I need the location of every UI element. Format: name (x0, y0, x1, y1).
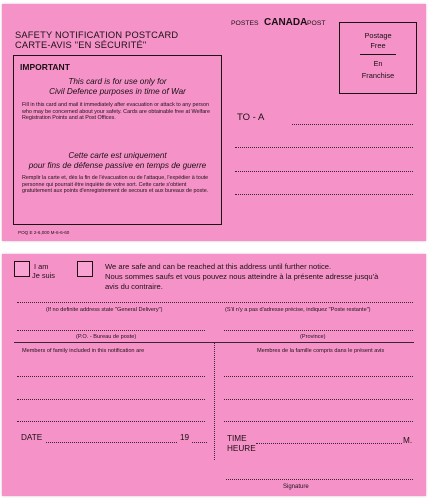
member-line-6[interactable] (224, 421, 413, 422)
meridiem-label: M. (403, 436, 413, 445)
je-suis-checkbox[interactable] (77, 261, 93, 277)
signature-label: Signature (283, 484, 309, 490)
postes-label: POSTES (231, 20, 259, 27)
post-office-line[interactable] (17, 330, 205, 331)
notice-fr-line1: Cette carte est uniquement (68, 151, 167, 160)
time-field[interactable] (256, 443, 402, 444)
year-label: 19 (180, 433, 190, 442)
province-line[interactable] (224, 330, 413, 331)
notice-en-line2: Civil Defence purposes in time of War (49, 87, 186, 96)
card-title-en: SAFETY NOTIFICATION POSTCARD (15, 30, 179, 40)
notice-en-body: Fill in this card and mail it immediately after evacuation or attack to any person who may be concerned about your safety. Cards are obtainable free at Welfare Registration Points and at Post Offices. (22, 102, 210, 122)
notice-fr-line2: pour fins de défense passive en temps de guerre (28, 161, 207, 170)
signature-line[interactable] (226, 479, 413, 480)
notice-fr-body: Remplir la carte et, dès la fin de l'évacuation ou de l'attaque, l'expédier à toute personne qui pourrait être inquiète de votre sort. Cette carte s'obtient gratuitement aux points d'enregistrement de secours et aux bureaux de poste. (22, 175, 209, 195)
members-fr-label: Membres de la famille compris dans le présent avis (257, 348, 385, 354)
member-line-1[interactable] (17, 376, 205, 377)
important-heading: IMPORTANT (20, 62, 70, 72)
stamp-free: Free (370, 41, 386, 50)
address-line-1[interactable] (292, 124, 413, 125)
stamp-postage: Postage (364, 31, 392, 40)
post-office-label: (P.O. - Bureau de poste) (76, 334, 137, 340)
date-field[interactable] (46, 442, 177, 443)
card-title-fr: CARTE-AVIS "EN SÉCURITÉ" (15, 40, 147, 50)
safe-statement-fr-cont: avis du contraire. (105, 282, 163, 291)
general-delivery-note: (If no definite address state "General Delivery") (46, 307, 163, 313)
postage-stamp-box (339, 22, 417, 94)
heure-label: HEURE (227, 444, 256, 453)
i-am-label: I am (34, 262, 49, 271)
post-label: POST (307, 20, 326, 27)
je-suis-label: Je suis (32, 271, 56, 280)
canada-label: CANADA (264, 17, 308, 28)
notice-en-line1: This card is for use only for (68, 77, 167, 86)
stamp-en: En (373, 59, 383, 68)
i-am-checkbox[interactable] (14, 261, 30, 277)
postcard-front (2, 4, 426, 241)
time-label: TIME (227, 434, 247, 443)
member-line-3[interactable] (17, 399, 205, 400)
safe-statement-en: We are safe and can be reached at this address until further notice. (105, 262, 332, 271)
member-line-2[interactable] (224, 376, 413, 377)
address-line-4[interactable] (235, 194, 413, 195)
to-label: TO - A (237, 112, 265, 123)
postcard-back (2, 254, 426, 496)
stamp-franchise: Franchise (361, 71, 395, 80)
street-address-line[interactable] (17, 302, 413, 303)
province-label: (Province) (300, 334, 326, 340)
print-code: POQ E 2-6,000 M-6-6-60 (18, 230, 70, 235)
poste-restante-note: (S'il n'y a pas d'adresse précise, indiquez "Poste restante") (225, 307, 371, 313)
address-line-2[interactable] (235, 147, 413, 148)
important-notice-box (13, 55, 222, 225)
member-line-4[interactable] (224, 399, 413, 400)
column-divider (214, 342, 215, 460)
date-label: DATE (21, 433, 43, 442)
member-line-5[interactable] (17, 421, 205, 422)
address-line-3[interactable] (235, 171, 413, 172)
members-en-label: Members of family included in this notification are (22, 348, 145, 354)
stamp-divider (360, 54, 396, 55)
safe-statement-fr: Nous sommes saufs et vous pouvez nous atteindre à la présente adresse jusqu'à (105, 272, 379, 281)
year-field[interactable] (192, 442, 207, 443)
